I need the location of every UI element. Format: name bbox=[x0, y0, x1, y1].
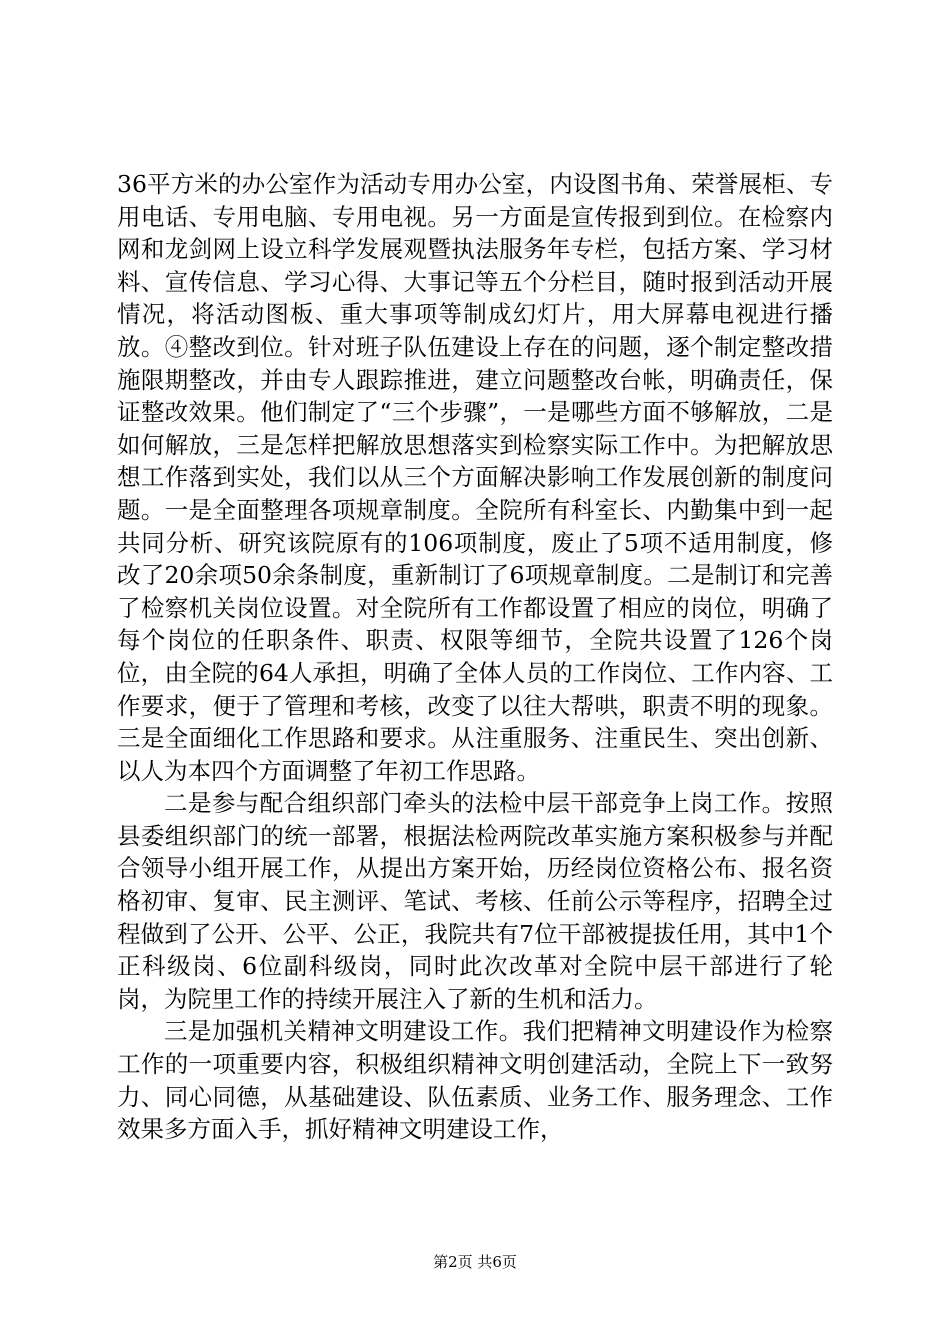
paragraph-1: 36平方米的办公室作为活动专用办公室，内设图书角、荣誉展柜、专用电话、专用电脑、专用电视。另一方面是宣传报到到位。在检察内网和龙剑网上设立科学发展观暨执法服务年专栏，包括方案、学习材料、宣传信息、学习心得、大事记等五个分栏目，随时报到活动开展情况，将活动图板、重大事项等制成幻灯片，用大屏幕电视进行播放。④整改到位。针对班子队伍建设上存在的问题，逐个制定整改措施限期整改，并由专人跟踪推进，建立问题整改台帐，明确责任，保证整改效果。他们制定了“三个步骤”，一是哪些方面不够解放，二是如何解放，三是怎样把解放思想落实到检察实际工作中。为把解放思想工作落到实处，我们以从三个方面解决影响工作发展创新的制度问题。一是全面整理各项规章制度。全院所有科室长、内勤集中到一起共同分析、研究该院原有的106项制度，废止了5项不适用制度，修改了20余项50余条制度，重新制订了6项规章制度。二是制订和完善了检察机关岗位设置。对全院所有工作都设置了相应的岗位，明确了每个岗位的任职条件、职责、权限等细节，全院共设置了126个岗位，由全院的64人承担，明确了全体人员的工作岗位、工作内容、工作要求，便于了管理和考核，改变了以往大帮哄，职责不明的现象。三是全面细化工作思路和要求。从注重服务、注重民生、突出创新、以人为本四个方面调整了年初工作思路。 bbox=[117, 170, 833, 785]
document-body bbox=[117, 168, 833, 1146]
paragraph-3: 三是加强机关精神文明建设工作。我们把精神文明建设作为检察工作的一项重要内容，积极组织精神文明创建活动，全院上下一致努力、同心同德，从基础建设、队伍素质、业务工作、服务理念、工作效果多方面入手，抓好精神文明建设工作， bbox=[117, 1017, 833, 1144]
page-footer: 第2页 共6页 bbox=[433, 1253, 517, 1271]
paragraph-2: 二是参与配合组织部门牵头的法检中层干部竞争上岗工作。按照县委组织部门的统一部署，根据法检两院改革实施方案积极参与并配合领导小组开展工作，从提出方案开始，历经岗位资格公布、报名资格初审、复审、民主测评、笔试、考核、任前公示等程序，招聘全过程做到了公开、公平、公正，我院共有7位干部被提拔任用，其中1个正科级岗、6位副科级岗，同时此次改革对全院中层干部进行了轮岗，为院里工作的持续开展注入了新的生机和活力。 bbox=[117, 789, 833, 1013]
